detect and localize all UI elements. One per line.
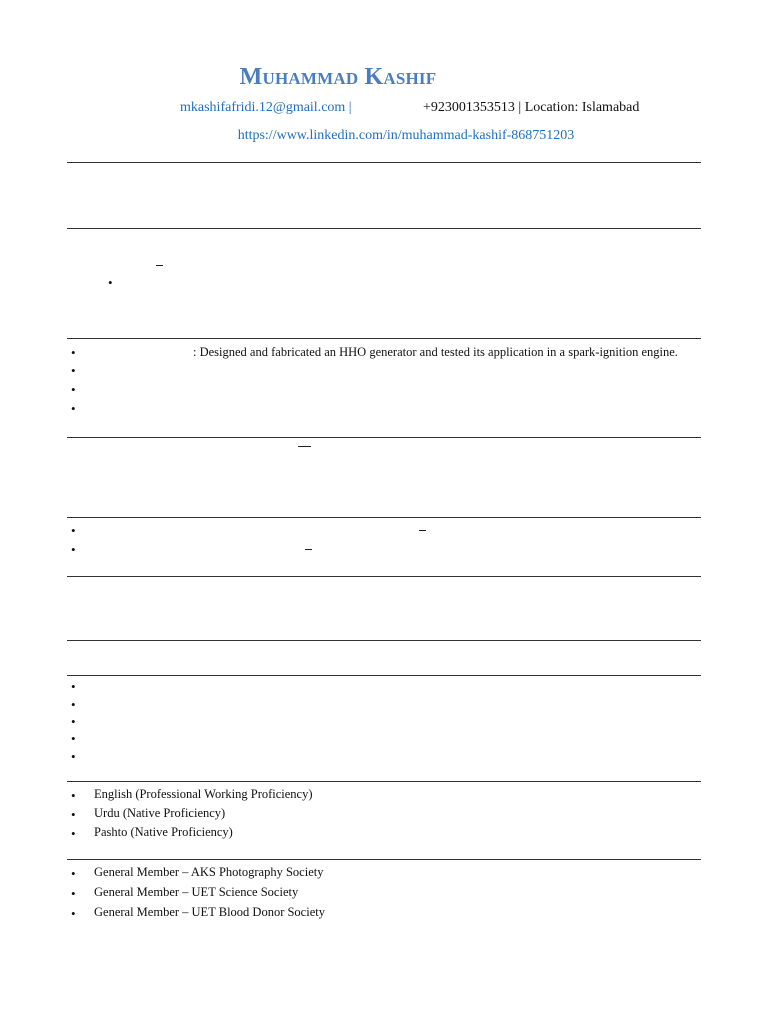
bullet-icon: • bbox=[71, 345, 76, 360]
section-divider bbox=[67, 517, 701, 518]
email-link[interactable]: mkashifafridi.12@gmail.com | bbox=[180, 100, 352, 115]
bullet-icon: • bbox=[108, 275, 113, 290]
bullet-icon: • bbox=[71, 807, 76, 822]
dash-mark bbox=[298, 446, 311, 447]
language-item: English (Professional Working Proficiency) bbox=[94, 787, 313, 801]
phone-location: +923001353513 | Location: Islamabad bbox=[423, 100, 640, 115]
bullet-icon: • bbox=[71, 401, 76, 416]
bullet-icon: • bbox=[71, 886, 76, 901]
society-item: General Member – UET Blood Donor Society bbox=[94, 905, 325, 919]
bullet-icon: • bbox=[71, 382, 76, 397]
project-item: : Designed and fabricated an HHO generator and tested its application in a spark-ignition engine. bbox=[193, 345, 678, 359]
bullet-icon: • bbox=[71, 788, 76, 803]
section-divider bbox=[67, 162, 701, 163]
section-divider bbox=[67, 675, 701, 676]
section-divider bbox=[67, 228, 701, 229]
bullet-icon: • bbox=[71, 866, 76, 881]
society-item: General Member – UET Science Society bbox=[94, 885, 299, 899]
bullet-icon: • bbox=[71, 363, 76, 378]
dash-mark bbox=[305, 549, 312, 550]
bullet-icon: • bbox=[71, 679, 76, 694]
linkedin-link[interactable]: https://www.linkedin.com/in/muhammad-kashif-868751203 bbox=[237, 128, 575, 143]
section-divider bbox=[67, 781, 701, 782]
bullet-icon: • bbox=[71, 542, 76, 557]
section-divider bbox=[67, 640, 701, 641]
bullet-icon: • bbox=[71, 749, 76, 764]
section-divider bbox=[67, 437, 701, 438]
language-item: Pashto (Native Proficiency) bbox=[94, 825, 233, 839]
section-divider bbox=[67, 338, 701, 339]
dash-mark bbox=[156, 265, 163, 266]
candidate-name: Muhammad Kashif bbox=[239, 64, 437, 90]
section-divider bbox=[67, 859, 701, 860]
bullet-icon: • bbox=[71, 731, 76, 746]
section-divider bbox=[67, 576, 701, 577]
language-item: Urdu (Native Proficiency) bbox=[94, 806, 226, 820]
society-item: General Member – AKS Photography Society bbox=[94, 865, 324, 879]
bullet-icon: • bbox=[71, 826, 76, 841]
bullet-icon: • bbox=[71, 714, 76, 729]
dash-mark bbox=[419, 530, 426, 531]
bullet-icon: • bbox=[71, 697, 76, 712]
bullet-icon: • bbox=[71, 906, 76, 921]
bullet-icon: • bbox=[71, 523, 76, 538]
